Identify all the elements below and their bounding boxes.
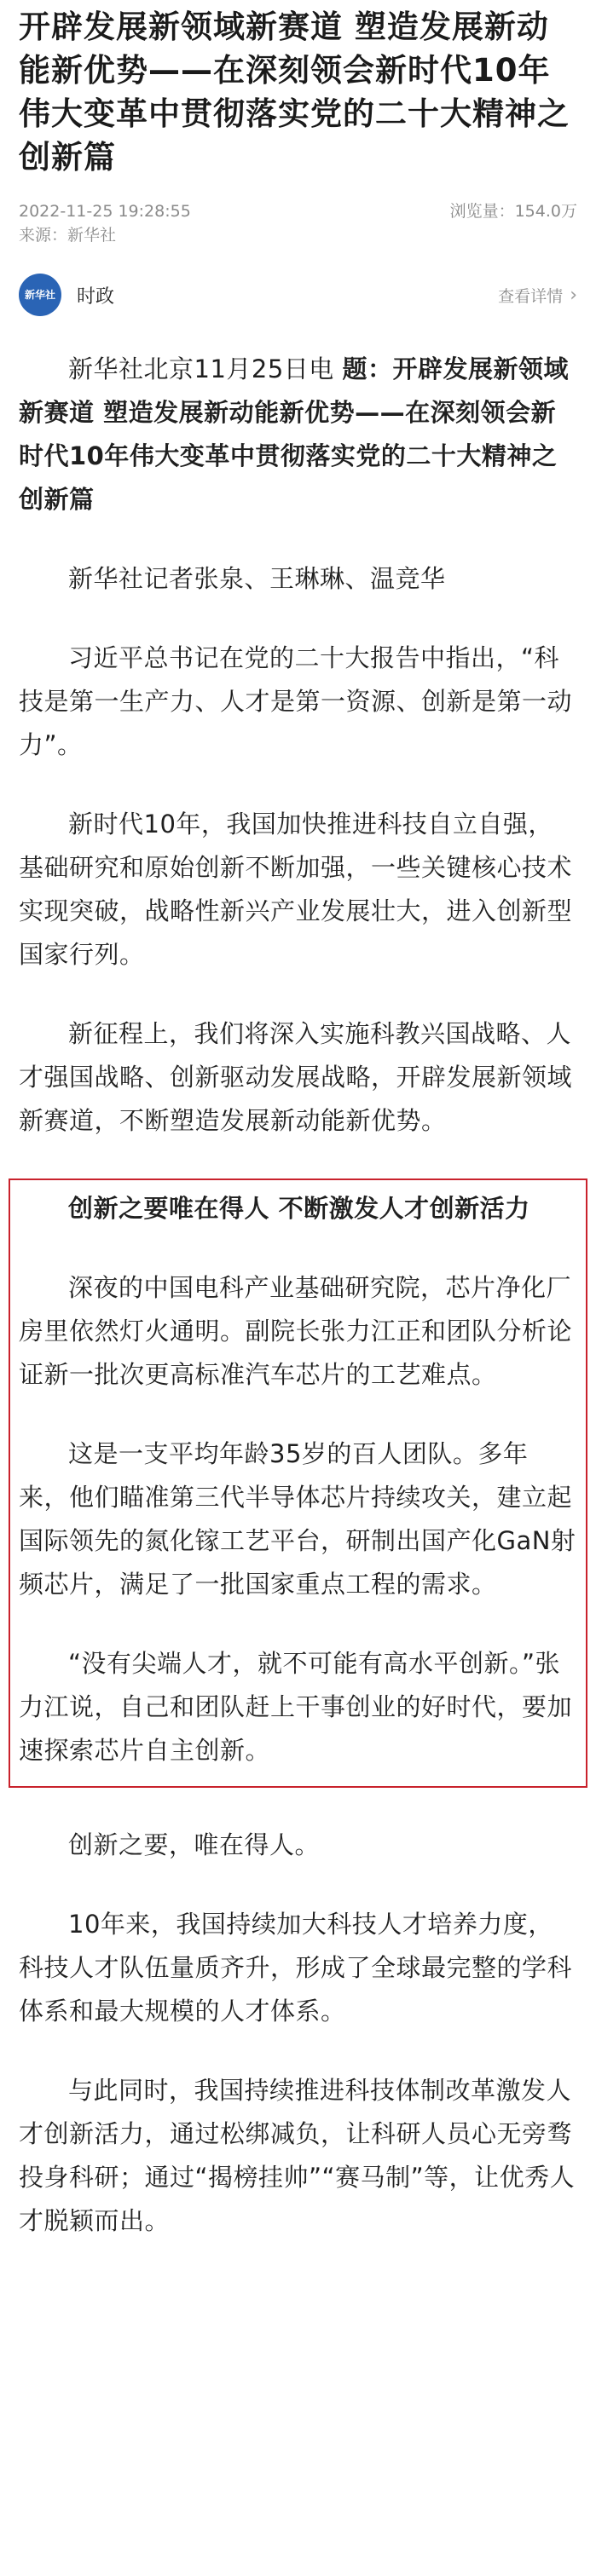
view-count: 浏览量：154.0万 [449, 202, 577, 221]
channel-name: 时政 [77, 285, 115, 308]
publish-datetime: 2022-11-25 19:28:55 [19, 202, 191, 221]
paragraph: 这是一支平均年龄35岁的百人团队。多年来，他们瞄准第三代半导体芯片持续攻关，建立起国际领先的氮化镓工艺平台，研制出国产化GaN射频芯片，满足了一批国家重点工程的需求。 [19, 1439, 576, 1599]
paragraph: 习近平总书记在党的二十大报告中指出，“科技是第一生产力、人才是第一资源、创新是第一动力”。 [19, 643, 573, 759]
details-link-label[interactable]: 查看详情 [498, 286, 564, 306]
paragraph: 与此同时，我国持续推进科技体制改革激发人才创新活力，通过松绑减负，让科研人员心无旁骛投身科研；通过“揭榜挂帅”“赛马制”等，让优秀人才脱颖而出。 [19, 2076, 576, 2235]
paragraph: “没有尖端人才，就不可能有高水平创新。”张力江说，自己和团队赶上干事创业的好时代，要加速探索芯片自主创新。 [19, 1649, 573, 1765]
logo-text: 新华社 [24, 288, 55, 301]
paragraph: 新时代10年，我国加快推进科技自立自强，基础研究和原始创新不断加强，一些关键核心技术实现突破，战略性新兴产业发展壮大，进入创新型国家行列。 [19, 810, 573, 969]
paragraph: 深夜的中国电科产业基础研究院，芯片净化厂房里依然灯火通明。副院长张力江正和团队分析论证新一批次更高标准汽车芯片的工艺难点。 [19, 1273, 573, 1389]
highlighted-section [9, 1179, 587, 1788]
channel-bar [19, 271, 577, 319]
dateline-headline: 题：开辟发展新领域新赛道 塑造发展新动能新优势——在深刻领会新时代10年伟大变革中贯彻落实党的二十大精神之创新篇 [19, 354, 570, 514]
details-link[interactable] [498, 284, 577, 307]
chevron-right-icon[interactable]: › [570, 284, 577, 306]
article-title: 开辟发展新领域新赛道 塑造发展新动能新优势——在深刻领会新时代10年伟大变革中贯彻落实党的二十大精神之创新篇 [19, 9, 570, 176]
paragraph-dateline [19, 348, 577, 522]
article-source: 来源：新华社 [19, 226, 117, 245]
paragraph: 新征程上，我们将深入实施科教兴国战略、人才强国战略、创新驱动发展战略，开辟发展新领域新赛道，不断塑造发展新动能新优势。 [19, 1019, 573, 1135]
paragraph: 10年来，我国持续加大科技人才培养力度，科技人才队伍量质齐升，形成了全球最完整的学科体系和最大规模的人才体系。 [19, 1910, 573, 2026]
paragraph-reporters: 新华社记者张泉、王琳琳、温竞华 [68, 564, 446, 593]
paragraph: 创新之要，唯在得人。 [68, 1830, 321, 1859]
article-container [0, 5, 596, 2243]
article-body [19, 348, 577, 2243]
section-heading: 创新之要唯在得人 不断激发人才创新活力 [68, 1194, 530, 1223]
article-meta [19, 201, 577, 222]
dateline-prefix: 新华社北京11月25日电 [68, 354, 343, 383]
xinhua-logo [19, 274, 61, 316]
